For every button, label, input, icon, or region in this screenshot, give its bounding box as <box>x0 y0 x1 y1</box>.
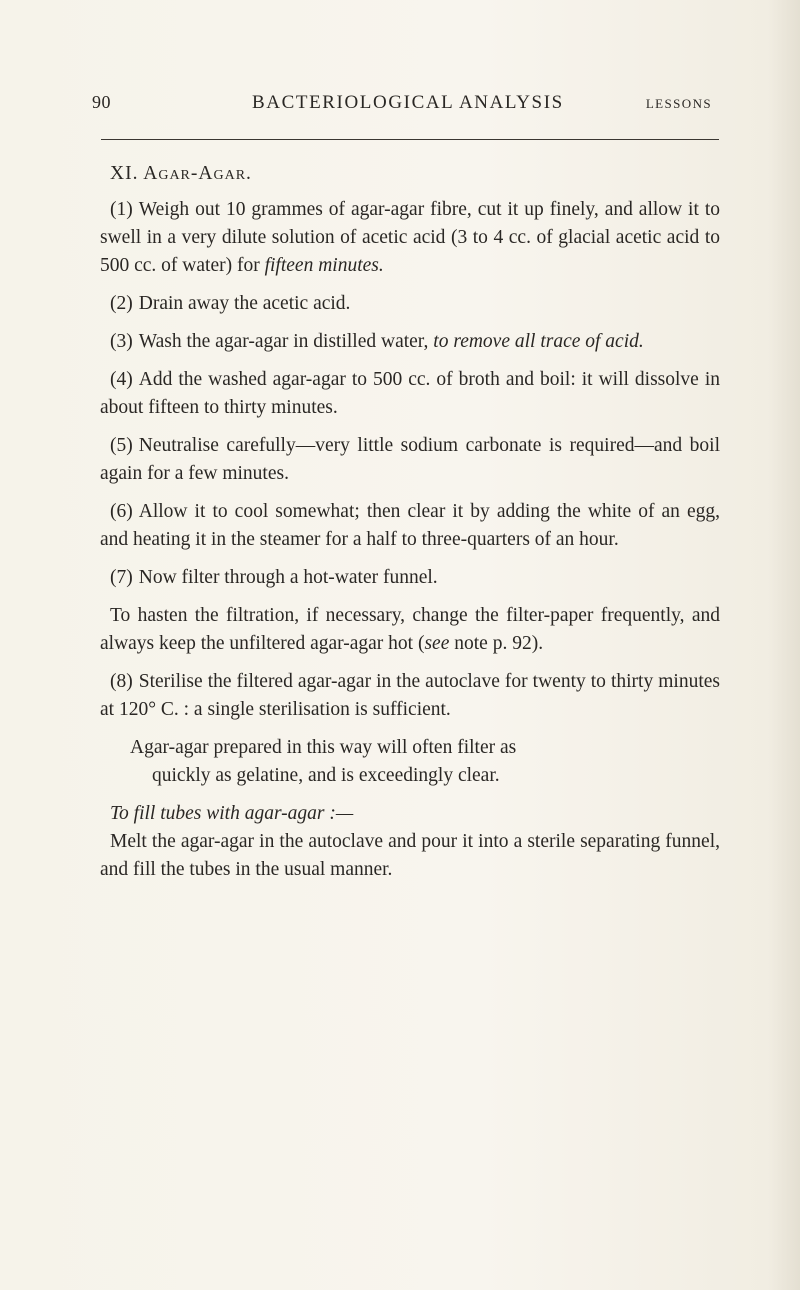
step-2 <box>100 290 720 318</box>
page-body <box>100 160 720 894</box>
fill-tubes-heading: To fill tubes with agar-agar :— <box>110 803 354 824</box>
step-text: Weigh out 10 grammes of agar-agar fibre, cut it up finely, and allow it to swell in a very dilute solution of acetic acid (3 to 4 cc. of glacial acetic acid to 500 cc. of water) for <box>100 199 720 276</box>
filter-note <box>100 602 720 658</box>
step-number: (7) <box>110 567 133 588</box>
indented-note <box>130 734 720 790</box>
header-rule <box>101 139 719 140</box>
step-number: (8) <box>110 671 133 692</box>
section-title: XI. Agar-Agar. <box>110 163 252 184</box>
running-head-title: BACTERIOLOGICAL ANALYSIS <box>252 92 564 113</box>
step-text: Neutralise carefully—very little sodium carbonate is required—and boil again for a few minutes. <box>100 435 720 484</box>
indented-note-line2: quickly as gelatine, and is exceedingly clear. <box>152 765 500 786</box>
step-6 <box>100 498 720 554</box>
filter-note-emphasis: see <box>424 633 450 654</box>
step-text: Wash the agar-agar in distilled water, <box>138 331 434 352</box>
step-3 <box>100 328 720 356</box>
step-5 <box>100 432 720 488</box>
page-number: 90 <box>92 92 111 112</box>
step-number: (6) <box>110 501 133 522</box>
step-emphasis: fifteen minutes. <box>264 255 384 276</box>
step-number: (3) <box>110 331 133 352</box>
step-text: Allow it to cool somewhat; then clear it by adding the white of an egg, and heating it in the steamer for a half to three-quarters of an hour. <box>100 501 720 550</box>
step-emphasis: to remove all trace of acid. <box>433 331 644 352</box>
step-7 <box>100 564 720 592</box>
step-number: (2) <box>110 293 133 314</box>
step-text: Sterilise the filtered agar-agar in the autoclave for twenty to thirty minutes at 120° C. : a single sterilisation is sufficient. <box>100 671 720 720</box>
filter-note-text-end: note p. 92). <box>449 633 544 654</box>
step-text: Now filter through a hot-water funnel. <box>138 567 438 588</box>
step-8 <box>100 668 720 724</box>
step-1 <box>100 196 720 280</box>
step-number: (1) <box>110 199 133 220</box>
step-number: (4) <box>110 369 133 390</box>
running-head <box>92 92 712 118</box>
fill-tubes-text: Melt the agar-agar in the autoclave and pour it into a sterile separating funnel, and fill the tubes in the usual manner. <box>100 831 720 880</box>
filter-note-text: To hasten the filtration, if necessary, change the filter-paper frequently, and always keep the unfiltered agar-agar hot ( <box>100 605 720 654</box>
step-text: Add the washed agar-agar to 500 cc. of broth and boil: it will dissolve in about fifteen to thirty minutes. <box>100 369 720 418</box>
running-head-section: LESSONS <box>645 96 712 111</box>
step-number: (5) <box>110 435 133 456</box>
step-4 <box>100 366 720 422</box>
step-text: Drain away the acetic acid. <box>138 293 351 314</box>
indented-note-line1: Agar-agar prepared in this way will often filter as <box>130 737 517 758</box>
